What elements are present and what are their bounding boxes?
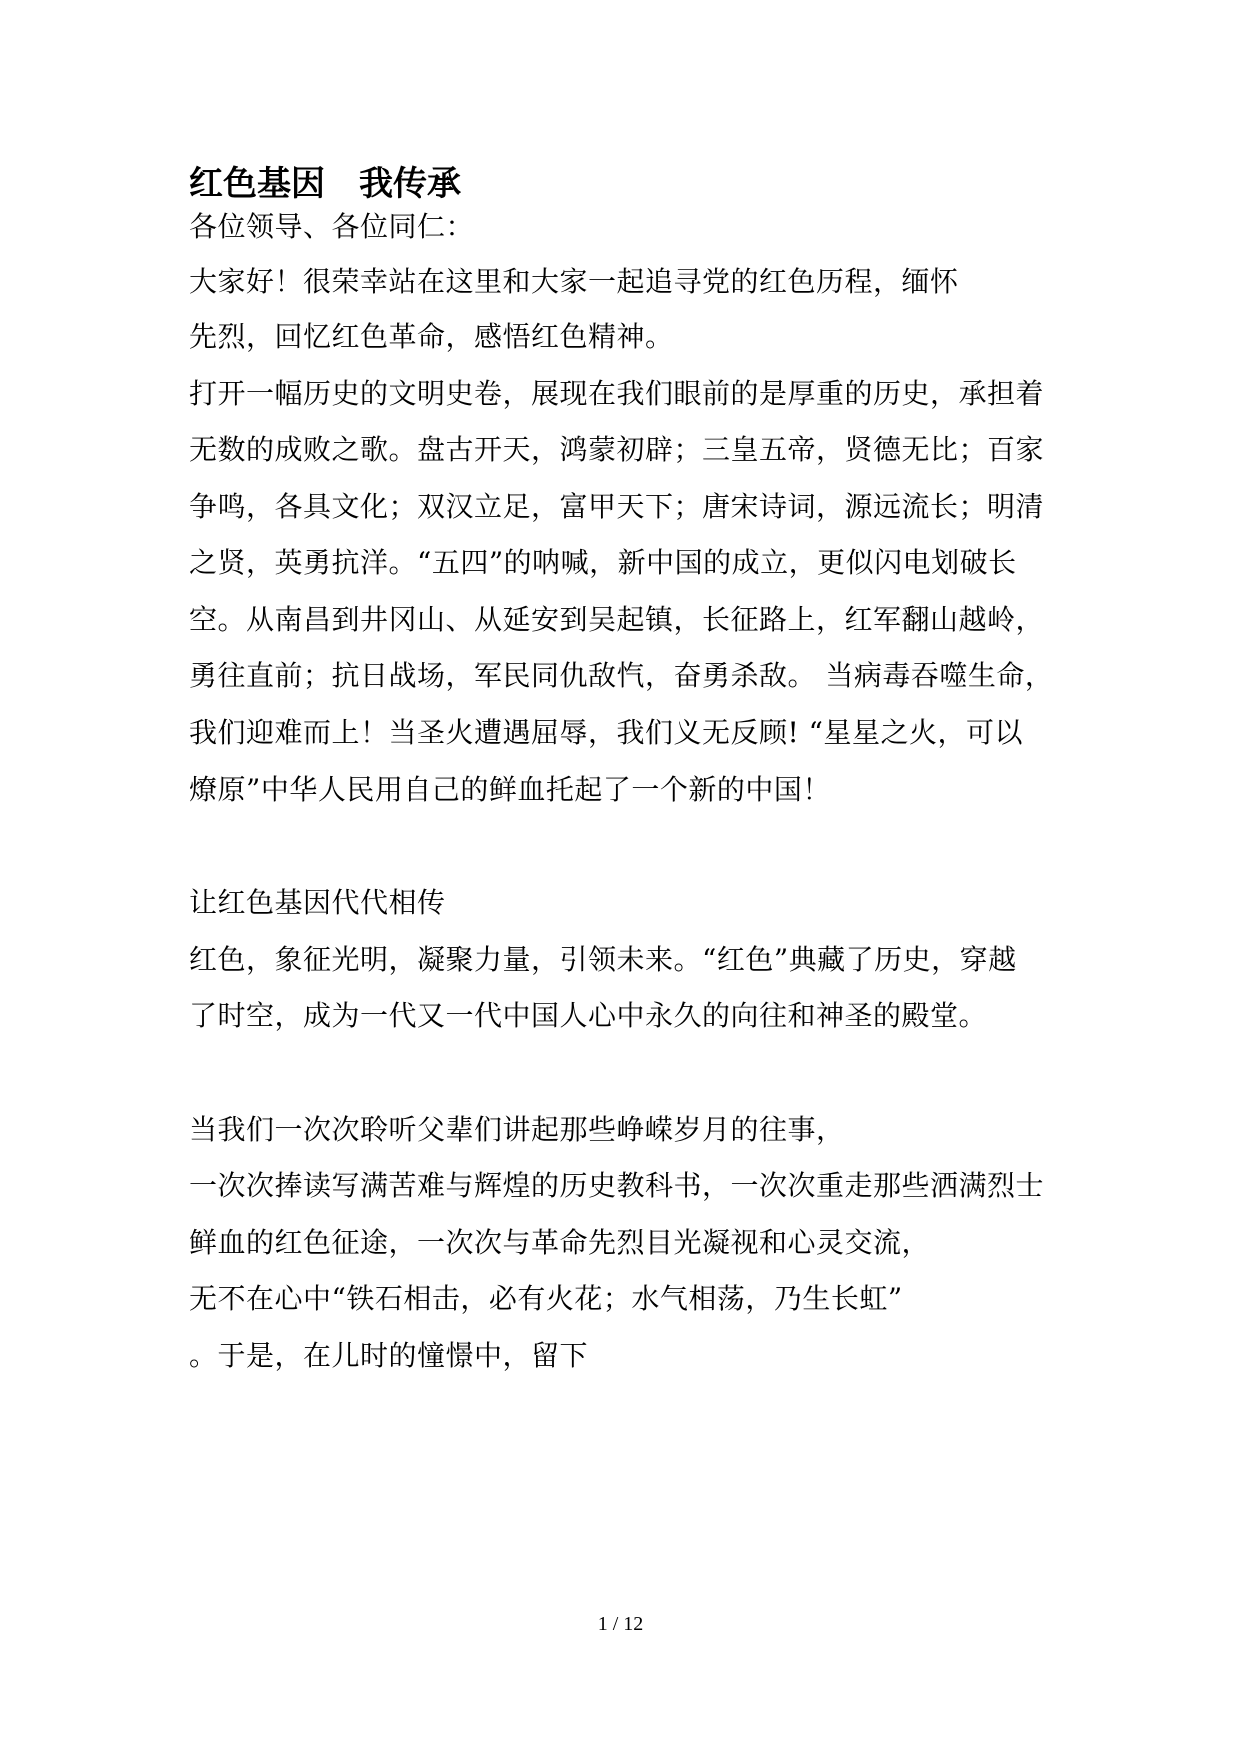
paragraph-line: 无数的成败之歌。盘古开天，鸿蒙初辟；三皇五帝，贤德无比；百家 xyxy=(189,433,1045,466)
paragraph-line: 。于是，在儿时的憧憬中，留下 xyxy=(189,1339,589,1372)
paragraph-line: 先烈，回忆红色革命，感悟红色精神。 xyxy=(189,320,674,353)
page-number: 1 / 12 xyxy=(597,1613,644,1635)
document-title: 红色基因 我传承 xyxy=(189,164,461,204)
paragraph-line: 红色，象征光明，凝聚力量，引领未来。“红色”典藏了历史，穿越 xyxy=(189,943,1017,976)
paragraph-line: 争鸣，各具文化；双汉立足，富甲天下；唐宋诗词，源远流长；明清 xyxy=(189,490,1045,523)
paragraph-line: 勇往直前；抗日战场，军民同仇敌忾，奋勇杀敌。 当病毒吞噬生命， xyxy=(189,659,1054,692)
paragraph-line: 打开一幅历史的文明史卷，展现在我们眼前的是厚重的历史，承担着 xyxy=(189,377,1045,410)
paragraph-line: 无不在心中“铁石相击，必有火花；水气相荡，乃生长虹” xyxy=(189,1282,903,1315)
section-heading: 让红色基因代代相传 xyxy=(189,886,446,919)
paragraph-line: 大家好！很荣幸站在这里和大家一起追寻党的红色历程，缅怀 xyxy=(189,265,959,298)
paragraph-line: 燎原”中华人民用自己的鲜血托起了一个新的中国！ xyxy=(189,773,831,806)
salutation-line: 各位领导、各位同仁： xyxy=(189,210,475,243)
paragraph-line: 之贤，英勇抗洋。“五四”的呐喊，新中国的成立，更似闪电划破长 xyxy=(189,546,1017,579)
paragraph-line: 鲜血的红色征途，一次次与革命先烈目光凝视和心灵交流， xyxy=(189,1226,931,1259)
paragraph-line: 空。从南昌到井冈山、从延安到吴起镇，长征路上，红军翻山越岭， xyxy=(189,603,1045,636)
paragraph-line: 了时空，成为一代又一代中国人心中永久的向往和神圣的殿堂。 xyxy=(189,999,988,1032)
paragraph-line: 我们迎难而上！当圣火遭遇屈辱，我们义无反顾! “星星之火，可以 xyxy=(189,716,1023,749)
paragraph-line: 一次次捧读写满苦难与辉煌的历史教科书，一次次重走那些洒满烈士 xyxy=(189,1169,1045,1202)
paragraph-line: 当我们一次次聆听父辈们讲起那些峥嵘岁月的往事， xyxy=(189,1113,845,1146)
